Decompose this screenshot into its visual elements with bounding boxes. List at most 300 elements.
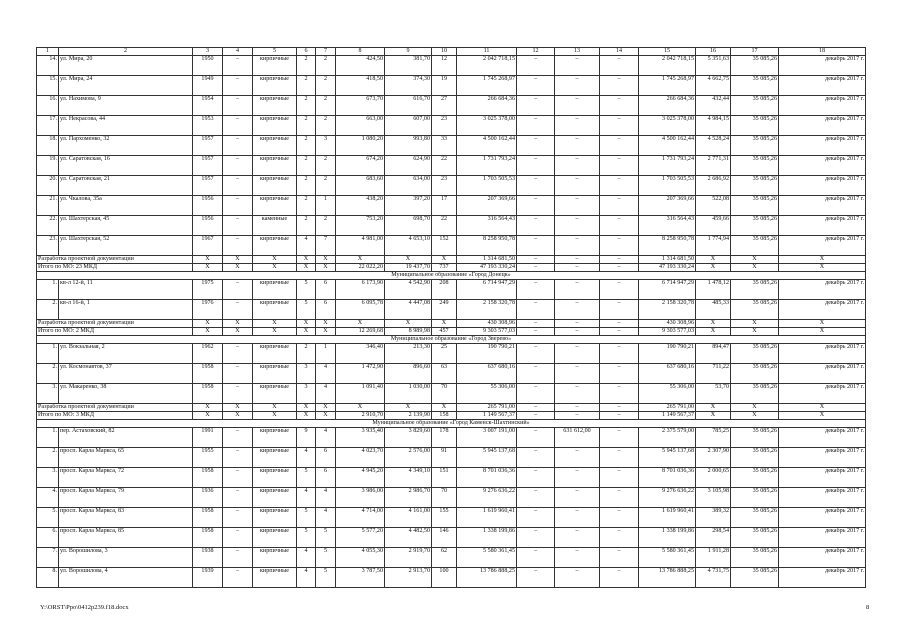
table-cell: X [316,412,336,420]
table-cell: 6 714 947,29 [639,280,696,300]
section-heading-row [37,420,866,428]
table-cell: X [779,328,866,336]
table-cell: 5 351,63 [696,56,731,76]
table-cell: 4 [316,508,336,528]
table-cell: 12 269,68 [336,328,385,336]
table-cell: кирпичные [253,448,297,468]
table-cell: – [600,116,639,136]
table-cell: 35 085,26 [731,96,779,116]
summary-row [37,328,866,336]
table-cell: X [696,320,731,328]
table-cell: – [517,216,555,236]
table-cell: ул. Нахимова, 9 [59,96,193,116]
table-cell: – [517,56,555,76]
table-cell: 2 042 718,15 [457,56,517,76]
table-cell: 249 [432,300,457,320]
table-cell: 20. [37,176,59,196]
table-cell: декабрь 2017 г. [779,280,866,300]
table-cell: 1. [37,428,59,448]
table-cell: X [385,404,432,412]
table-cell: каменные [253,216,297,236]
table-cell: – [517,384,555,404]
table-cell: – [223,508,253,528]
table-cell: – [555,56,600,76]
table-cell: Итого по МО: 2 МКД [37,328,193,336]
table-cell: 1 080,20 [336,136,385,156]
table-cell: – [555,548,600,568]
table-cell: 190 790,21 [639,344,696,364]
table-cell: 2 [297,344,316,364]
table-cell: 430 308,96 [639,320,696,328]
table-row [37,364,866,384]
table-cell: 4 [297,568,316,588]
table-cell: – [600,236,639,256]
table-cell: 1975 [193,280,223,300]
table-cell: 13 786 888,25 [457,568,517,588]
table-cell: 70 [432,384,457,404]
table-cell: 346,40 [336,344,385,364]
table-cell: 2 139,90 [385,412,432,420]
table-cell: – [555,196,600,216]
table-cell: – [223,300,253,320]
table-cell: 2 375 579,00 [639,428,696,448]
table-cell: 1 338 199,86 [639,528,696,548]
table-cell: 522,08 [696,196,731,216]
register-table-page [36,47,865,588]
table-cell: 155 [432,508,457,528]
table-cell: 15 [639,48,696,56]
table-cell: X [223,256,253,264]
table-cell: кв-л 16-й, 1 [59,300,193,320]
table-cell: кирпичные [253,428,297,448]
table-cell: ул. Чкалова, 35а [59,196,193,216]
table-cell: – [223,568,253,588]
table-cell: 1954 [193,96,223,116]
table-cell: – [600,256,639,264]
table-cell: 4 731,75 [696,568,731,588]
table-cell: Муниципальное образование «Город Каменск-Шахтинский» [37,420,866,428]
table-cell: просп. Карла Маркса, 79 [59,488,193,508]
table-cell: – [600,568,639,588]
table-cell: 1958 [193,468,223,488]
table-cell: 35 085,26 [731,548,779,568]
table-cell: – [223,96,253,116]
table-cell: 785,25 [696,428,731,448]
table-cell: 5 [297,280,316,300]
table-cell: – [555,320,600,328]
table-cell: 298,54 [696,528,731,548]
table-cell: 2 [316,76,336,96]
table-cell: 438,20 [336,196,385,216]
table-row [37,76,866,96]
table-cell: 418,50 [336,76,385,96]
table-cell: X [223,264,253,272]
table-cell: – [600,196,639,216]
table-cell: X [779,320,866,328]
table-cell: 2 [297,136,316,156]
table-cell: кирпичные [253,548,297,568]
table-cell: – [223,280,253,300]
table-cell: 16. [37,96,59,116]
table-cell: X [297,412,316,420]
table-cell: X [731,320,779,328]
table-cell: 35 085,26 [731,156,779,176]
table-cell: 2 [297,76,316,96]
table-row [37,216,866,236]
table-cell: – [223,176,253,196]
table-row [37,428,866,448]
table-cell: 19 437,70 [385,264,432,272]
table-cell: 3. [37,384,59,404]
table-cell: 374,30 [385,76,432,96]
table-cell: 1956 [193,216,223,236]
table-cell: – [555,344,600,364]
table-cell: 2 [316,156,336,176]
table-cell: 55 306,00 [457,384,517,404]
table-cell: 12 [517,48,555,56]
table-row [37,468,866,488]
table-cell: 1 703 505,53 [457,176,517,196]
table-cell: 4 500 162,44 [457,136,517,156]
table-cell: 1976 [193,300,223,320]
table-cell: – [517,428,555,448]
table-cell: Разработка проектной документации [37,256,193,264]
table-cell: – [555,136,600,156]
table-cell: X [731,412,779,420]
table-cell: X [193,404,223,412]
table-cell: 4 945,20 [336,468,385,488]
table-cell: – [517,528,555,548]
table-cell: 683,60 [336,176,385,196]
table-cell: 151 [432,468,457,488]
table-cell: 6 095,78 [336,300,385,320]
footer-file-path: Y:\ORST\Ppo\0412p239.f18.docx [40,604,129,611]
table-cell: 1936 [193,488,223,508]
table-cell: 637 680,16 [457,364,517,384]
table-cell: X [696,328,731,336]
table-cell: 35 085,26 [731,364,779,384]
table-cell: 207 369,66 [457,196,517,216]
table-cell: – [600,136,639,156]
table-cell: 14. [37,56,59,76]
table-cell: 1 745 268,97 [457,76,517,96]
table-cell: 3 [316,136,336,156]
table-cell: X [432,256,457,264]
table-cell: 1950 [193,56,223,76]
table-cell: – [555,176,600,196]
table-cell: X [297,264,316,272]
table-cell: 35 085,26 [731,428,779,448]
table-cell: ул. Саратовская, 21 [59,176,193,196]
table-cell: 35 085,26 [731,300,779,320]
table-cell: – [555,156,600,176]
table-cell: 2 576,00 [385,448,432,468]
table-cell: 2 [316,176,336,196]
table-cell: 2 307,90 [696,448,731,468]
table-cell: – [600,428,639,448]
table-cell: 1 472,90 [336,364,385,384]
table-cell: декабрь 2017 г. [779,96,866,116]
table-cell: Итого по МО: 23 МКД [37,264,193,272]
table-cell: – [517,448,555,468]
table-cell: кирпичные [253,344,297,364]
page-number: 8 [866,604,870,611]
table-cell: 2 913,70 [385,568,432,588]
table-cell: 993,80 [385,136,432,156]
table-cell: 8. [37,568,59,588]
table-cell: 2 [297,176,316,196]
table-cell: декабрь 2017 г. [779,344,866,364]
table-cell: – [600,156,639,176]
table-cell: 1 030,00 [385,384,432,404]
table-cell: кирпичные [253,56,297,76]
table-cell: декабрь 2017 г. [779,528,866,548]
table-cell: 4 161,00 [385,508,432,528]
table-cell: – [555,508,600,528]
table-cell: 389,32 [696,508,731,528]
table-cell: X [385,256,432,264]
table-cell: X [253,320,297,328]
table-cell: 1 731 793,24 [639,156,696,176]
table-cell: – [600,264,639,272]
table-cell: 5 580 361,45 [457,548,517,568]
table-cell: 2. [37,300,59,320]
table-cell: 35 085,26 [731,116,779,136]
table-cell: 9 [297,428,316,448]
table-cell: 35 085,26 [731,216,779,236]
table-cell: 1956 [193,196,223,216]
table-cell: декабрь 2017 г. [779,568,866,588]
table-cell: 8 989,98 [385,328,432,336]
table-cell: просп. Карла Маркса, 65 [59,448,193,468]
table-cell: 35 085,26 [731,136,779,156]
table-cell: кирпичные [253,280,297,300]
table-cell: 12 [432,56,457,76]
table-cell: 6 [316,300,336,320]
table-cell: – [600,404,639,412]
table-cell: 35 085,26 [731,344,779,364]
table-cell: X [336,320,385,328]
table-cell: 616,70 [385,96,432,116]
table-cell: 19. [37,156,59,176]
table-cell: – [555,328,600,336]
table-row [37,56,866,76]
table-cell: декабрь 2017 г. [779,300,866,320]
table-cell: – [517,364,555,384]
table-cell: – [517,236,555,256]
table-cell: 673,70 [336,96,385,116]
table-cell: 1 149 567,37 [639,412,696,420]
table-cell: – [223,384,253,404]
table-cell: 3 025 378,00 [639,116,696,136]
table-cell: 265 791,00 [639,404,696,412]
table-cell: 17 [731,48,779,56]
table-cell: – [517,320,555,328]
table-cell: 430 308,96 [457,320,517,328]
table-cell: 2 158 320,78 [639,300,696,320]
table-cell: 2. [37,448,59,468]
table-cell: 3 105,98 [696,488,731,508]
table-cell: – [517,280,555,300]
table-cell: 316 564,43 [457,216,517,236]
table-cell: 6 [316,468,336,488]
table-cell: X [193,412,223,420]
table-cell: – [600,468,639,488]
table-cell: X [193,328,223,336]
table-cell: X [336,256,385,264]
table-cell: – [517,136,555,156]
table-cell: 1938 [193,548,223,568]
table-cell: 266 684,36 [639,96,696,116]
table-cell: X [223,404,253,412]
table-cell: ул. Мира, 24 [59,76,193,96]
table-cell: – [517,96,555,116]
table-cell: кирпичные [253,176,297,196]
table-cell: 1939 [193,568,223,588]
table-cell: – [223,548,253,568]
table-cell: 158 [432,412,457,420]
table-cell: 2 910,70 [336,412,385,420]
table-cell: X [297,328,316,336]
table-row [37,280,866,300]
table-cell: 53,70 [696,384,731,404]
table-cell: 25 [432,344,457,364]
table-cell: X [193,320,223,328]
table-cell: 2 [297,56,316,76]
table-cell: 4 [316,364,336,384]
table-cell: – [600,488,639,508]
table-cell: декабрь 2017 г. [779,156,866,176]
table-cell: 3 829,60 [385,428,432,448]
table-cell: кирпичные [253,384,297,404]
table-cell: ул. Ворошилова, 4 [59,568,193,588]
table-cell: X [223,320,253,328]
table-cell: 1 774,94 [696,236,731,256]
table-cell: 22. [37,216,59,236]
table-cell: – [223,76,253,96]
table-cell: X [253,328,297,336]
table-row [37,548,866,568]
table-cell: 637 680,16 [639,364,696,384]
table-cell: 47 193 330,24 [457,264,517,272]
table-cell: 5 [316,568,336,588]
table-cell: X [731,328,779,336]
table-cell: 2 [316,56,336,76]
table-cell: 13 [555,48,600,56]
table-cell: 1 [316,196,336,216]
table-cell: 2 042 718,15 [639,56,696,76]
table-cell: 8 258 950,78 [639,236,696,256]
table-cell: 4 482,50 [385,528,432,548]
table-cell: 1957 [193,136,223,156]
table-cell: кирпичные [253,488,297,508]
table-cell: Муниципальное образование «Город Зверево» [37,336,866,344]
table-cell: – [223,448,253,468]
table-cell: – [223,216,253,236]
table-cell: – [600,76,639,96]
table-cell: 190 790,21 [457,344,517,364]
table-cell: 459,66 [696,216,731,236]
table-cell: – [517,468,555,488]
table-cell: 17 [432,196,457,216]
table-cell: кирпичные [253,364,297,384]
table-cell: 35 085,26 [731,176,779,196]
table-cell: 35 085,26 [731,384,779,404]
table-cell: – [517,404,555,412]
table-cell: 4 984,15 [696,116,731,136]
table-cell: – [517,344,555,364]
table-cell: 4 023,70 [336,448,385,468]
table-cell: 35 085,26 [731,488,779,508]
table-cell: X [297,320,316,328]
table-cell: X [223,328,253,336]
table-cell: декабрь 2017 г. [779,116,866,136]
table-cell: – [223,196,253,216]
table-cell: X [432,404,457,412]
table-cell: 1 [37,48,59,56]
table-cell: ул. Макаренко, 38 [59,384,193,404]
table-cell: – [600,320,639,328]
table-cell: 23. [37,236,59,256]
table-cell: 1. [37,280,59,300]
table-cell: – [555,76,600,96]
table-cell: декабрь 2017 г. [779,488,866,508]
table-cell: 1 619 960,41 [457,508,517,528]
table-cell: декабрь 2017 г. [779,448,866,468]
table-cell: 4 500 162,44 [639,136,696,156]
table-cell: X [253,412,297,420]
table-cell: 5 580 361,45 [639,548,696,568]
table-cell: 4 [316,488,336,508]
table-cell: – [600,448,639,468]
table-cell: 1 911,28 [696,548,731,568]
table-cell: 4 [297,448,316,468]
table-cell: 432,44 [696,96,731,116]
table-cell: 381,70 [385,56,432,76]
table-cell: – [517,156,555,176]
table-cell: 5 [316,548,336,568]
table-cell: 35 085,26 [731,56,779,76]
table-cell: 9 [385,48,432,56]
table-cell: 3 025 378,00 [457,116,517,136]
table-cell: 711,22 [696,364,731,384]
table-row [37,136,866,156]
table-cell: X [696,256,731,264]
summary-row [37,264,866,272]
table-cell: 47 193 330,24 [639,264,696,272]
table-cell: – [600,300,639,320]
table-cell: кирпичные [253,136,297,156]
table-cell: 35 085,26 [731,280,779,300]
table-cell: – [600,528,639,548]
table-cell: 663,00 [336,116,385,136]
table-cell: кирпичные [253,196,297,216]
table-cell: – [517,176,555,196]
table-cell: 1953 [193,116,223,136]
table-cell: 91 [432,448,457,468]
table-cell: 9 276 636,22 [457,488,517,508]
table-cell: ул. Саратовская, 16 [59,156,193,176]
table-cell: кирпичные [253,96,297,116]
summary-row [37,404,866,412]
table-cell: 8 701 036,36 [457,468,517,488]
table-cell: 737 [432,264,457,272]
section-heading-row [37,272,866,280]
table-row [37,344,866,364]
table-cell: 5 [316,528,336,548]
table-cell: 5 [297,300,316,320]
table-cell: 1 703 505,53 [639,176,696,196]
